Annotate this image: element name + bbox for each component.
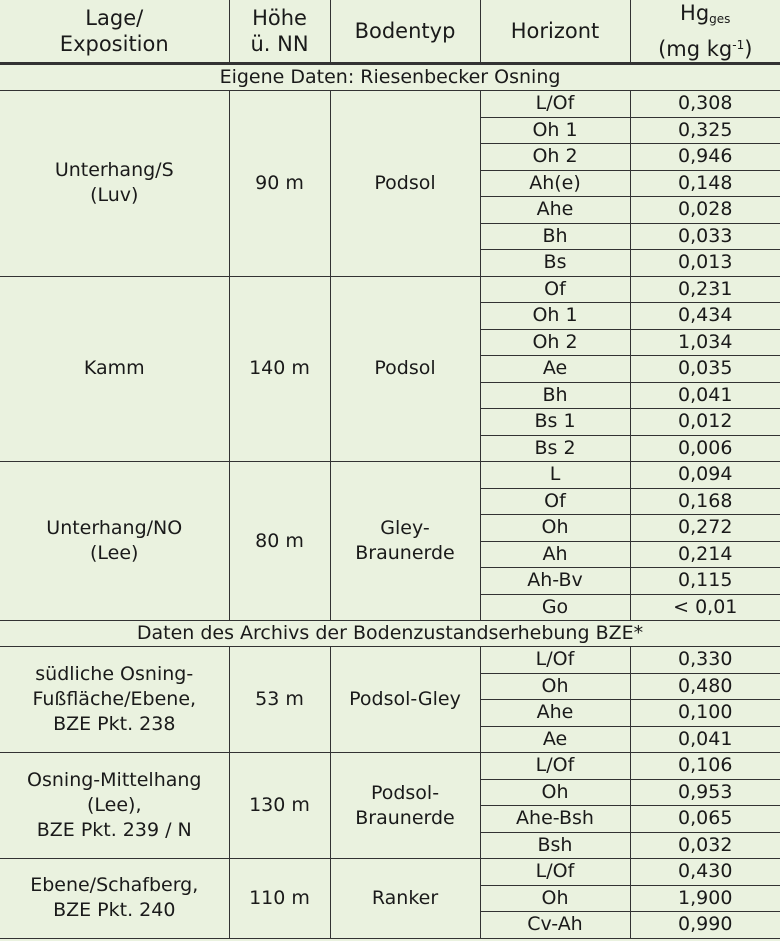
- hg-value-cell: 0,115: [630, 568, 780, 595]
- header-lage: Lage/ Exposition: [0, 0, 229, 64]
- table-row: [0, 276, 780, 303]
- hg-value-cell: < 0,01: [630, 594, 780, 621]
- horizont-cell: Ahe: [480, 700, 630, 727]
- lage-cell: südliche Osning- Fußfläche/Ebene, BZE Pkt. 238: [0, 647, 229, 753]
- hg-value-cell: 0,094: [630, 462, 780, 489]
- table-row: [0, 91, 780, 118]
- hg-value-cell: 1,034: [630, 329, 780, 356]
- lage-cell: Ebene/Schafberg, BZE Pkt. 240: [0, 859, 229, 939]
- horizont-cell: L/Of: [480, 753, 630, 780]
- hg-value-cell: 0,946: [630, 144, 780, 171]
- hg-value-cell: 0,308: [630, 91, 780, 118]
- horizont-cell: Oh 1: [480, 117, 630, 144]
- horizont-cell: Ae: [480, 726, 630, 753]
- horizont-cell: Ahe: [480, 197, 630, 224]
- bodentyp-cell: Podsol: [330, 91, 480, 277]
- hg-value-cell: 0,231: [630, 276, 780, 303]
- hg-value-cell: 0,480: [630, 673, 780, 700]
- hg-value-cell: 0,272: [630, 515, 780, 542]
- hg-value-cell: 0,434: [630, 303, 780, 330]
- horizont-cell: Ah(e): [480, 170, 630, 197]
- table-row: [0, 859, 780, 886]
- hg-value-cell: 0,028: [630, 197, 780, 224]
- horizont-cell: Bs 1: [480, 409, 630, 436]
- horizont-cell: Oh: [480, 673, 630, 700]
- hg-value-cell: 0,168: [630, 488, 780, 515]
- horizont-cell: Bs 2: [480, 435, 630, 462]
- horizont-cell: Oh: [480, 515, 630, 542]
- lage-cell: Osning-Mittelhang (Lee), BZE Pkt. 239 / N: [0, 753, 229, 859]
- horizont-cell: Cv-Ah: [480, 912, 630, 939]
- hg-value-cell: 0,065: [630, 806, 780, 833]
- hg-value-cell: 1,900: [630, 885, 780, 912]
- horizont-cell: Bh: [480, 223, 630, 250]
- horizont-cell: Ah-Bv: [480, 568, 630, 595]
- table-body: [0, 64, 780, 939]
- bodentyp-cell: Podsol- Braunerde: [330, 753, 480, 859]
- hg-value-cell: 0,006: [630, 435, 780, 462]
- header-row: [0, 0, 780, 64]
- hg-value-cell: 0,032: [630, 832, 780, 859]
- header-bodentyp: Bodentyp: [330, 0, 480, 64]
- hoehe-cell: 130 m: [229, 753, 330, 859]
- hg-value-cell: 0,035: [630, 356, 780, 383]
- horizont-cell: Oh 2: [480, 329, 630, 356]
- section-row: [0, 621, 780, 647]
- hoehe-cell: 140 m: [229, 276, 330, 462]
- horizont-cell: Oh: [480, 779, 630, 806]
- hoehe-cell: 80 m: [229, 462, 330, 621]
- table-row: [0, 462, 780, 489]
- section-title: Eigene Daten: Riesenbecker Osning: [0, 64, 780, 91]
- horizont-cell: Go: [480, 594, 630, 621]
- table-row: [0, 647, 780, 674]
- hoehe-cell: 53 m: [229, 647, 330, 753]
- hg-value-cell: 0,330: [630, 647, 780, 674]
- section-title: Daten des Archivs der Bodenzustandserhebung BZE*: [0, 621, 780, 647]
- header-horizont: Horizont: [480, 0, 630, 64]
- hg-value-cell: 0,041: [630, 726, 780, 753]
- horizont-cell: L/Of: [480, 91, 630, 118]
- horizont-cell: L/Of: [480, 859, 630, 886]
- horizont-cell: Ah: [480, 541, 630, 568]
- horizont-cell: Bs: [480, 250, 630, 277]
- header-hg: $Hg_{ges}$ (mg $kg^{-1}$): [630, 0, 780, 64]
- section-row: [0, 64, 780, 91]
- hg-value-cell: 0,953: [630, 779, 780, 806]
- lage-cell: Unterhang/NO (Lee): [0, 462, 229, 621]
- horizont-cell: L: [480, 462, 630, 489]
- bodentyp-cell: Gley- Braunerde: [330, 462, 480, 621]
- hg-value-cell: 0,214: [630, 541, 780, 568]
- hg-value-cell: 0,148: [630, 170, 780, 197]
- bodentyp-cell: Podsol-Gley: [330, 647, 480, 753]
- hoehe-cell: 110 m: [229, 859, 330, 939]
- hg-value-cell: 0,990: [630, 912, 780, 939]
- hg-value-cell: 0,012: [630, 409, 780, 436]
- hg-value-cell: 0,100: [630, 700, 780, 727]
- lage-cell: Unterhang/S (Luv): [0, 91, 229, 277]
- lage-cell: Kamm: [0, 276, 229, 462]
- hoehe-cell: 90 m: [229, 91, 330, 277]
- table-row: [0, 753, 780, 780]
- horizont-cell: Bh: [480, 382, 630, 409]
- horizont-cell: Ahe-Bsh: [480, 806, 630, 833]
- horizont-cell: Oh 1: [480, 303, 630, 330]
- hg-value-cell: 0,430: [630, 859, 780, 886]
- horizont-cell: Of: [480, 276, 630, 303]
- hg-value-cell: 0,041: [630, 382, 780, 409]
- header-hoehe: Höhe ü. NN: [229, 0, 330, 64]
- horizont-cell: Oh 2: [480, 144, 630, 171]
- hg-value-cell: 0,106: [630, 753, 780, 780]
- bodentyp-cell: Ranker: [330, 859, 480, 939]
- hg-value-cell: 0,013: [630, 250, 780, 277]
- horizont-cell: L/Of: [480, 647, 630, 674]
- bodentyp-cell: Podsol: [330, 276, 480, 462]
- horizont-cell: Oh: [480, 885, 630, 912]
- hg-value-cell: 0,033: [630, 223, 780, 250]
- hg-value-cell: 0,325: [630, 117, 780, 144]
- horizont-cell: Ae: [480, 356, 630, 383]
- horizont-cell: Bsh: [480, 832, 630, 859]
- horizont-cell: Of: [480, 488, 630, 515]
